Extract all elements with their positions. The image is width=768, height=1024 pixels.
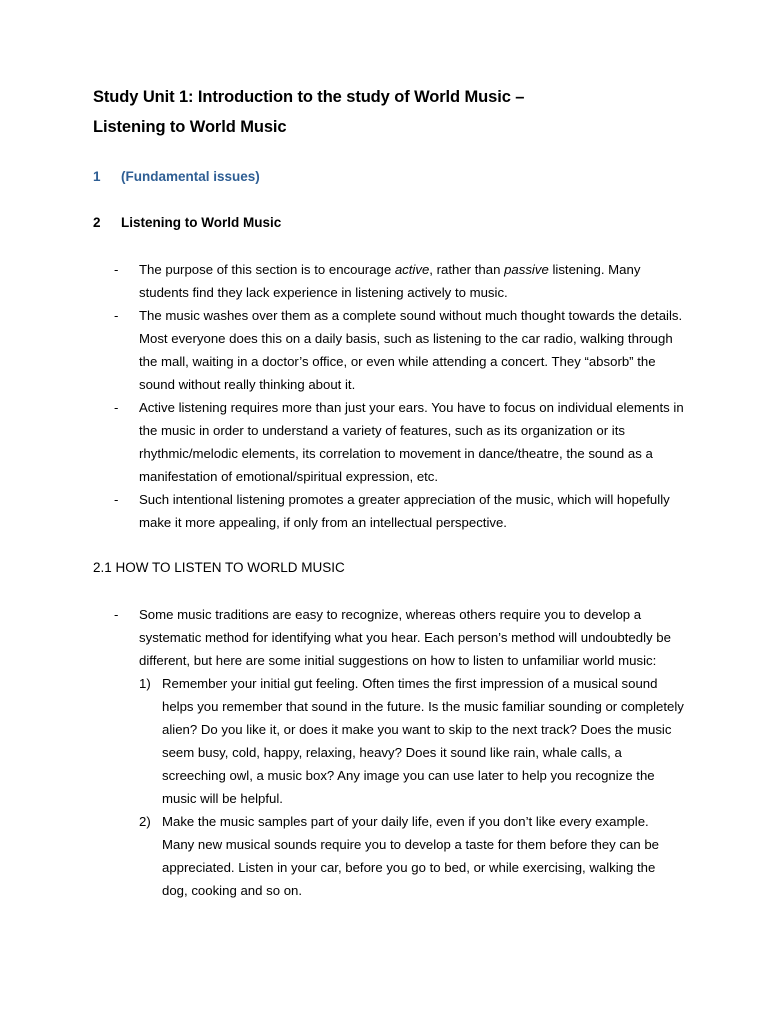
section-1-number: 1 <box>93 169 101 184</box>
list-item <box>114 304 684 396</box>
list-item <box>114 603 684 902</box>
bullet-text: Such intentional listening promotes a greater appreciation of the music, which will hopefully make it more appealing, if only from an intellectual perspective. <box>139 492 670 530</box>
subsection-2-1-heading: 2.1 HOW TO LISTEN TO WORLD MUSIC <box>93 560 345 575</box>
step-text: Remember your initial gut feeling. Often times the first impression of a musical sound helps you remember that sound in the future. Is the music familiar sounding or completely alien? Do you like it, or does it make you want to skip to the next track? Does the music seem busy, cold, happy, relaxing, heavy? Does it sound like rain, whale calls, a screeching owl, a music box? Any image you can use later to help you recognize the music will be helpful. <box>162 676 684 806</box>
emphasis-active: active <box>394 262 430 277</box>
section-2-bullet-list <box>114 258 684 534</box>
bullet-text: The music washes over them as a complete sound without much thought towards the details. Most everyone does this on a daily basis, such as listening to the car radio, walking through the mall, waiting in a doctor’s office, or even while attending a concert. They “absorb” the sound without really thinking about it. <box>139 308 683 392</box>
bullet-dash: - <box>114 262 119 277</box>
bullet-dash: - <box>114 492 119 507</box>
list-item <box>114 396 684 488</box>
step-number: 1) <box>139 676 151 691</box>
numbered-step <box>139 672 684 810</box>
bullet-text: Active listening requires more than just your ears. You have to focus on individual elements in the music in order to understand a variety of features, such as its organization or its rhythmic/melodic elements, its correlation to movement in dance/theatre, the sound as a manifestation of emotional/spiritual expression, etc. <box>139 400 684 484</box>
section-2-heading <box>93 215 281 230</box>
step-number: 2) <box>139 814 151 829</box>
section-1-label: (Fundamental issues) <box>121 169 260 184</box>
step-text: Make the music samples part of your daily life, even if you don’t like every example. Many new musical sounds require you to develop a taste for them before they can be appreciated. Listen in your car, before you go to bed, or while exercising, walking the dog, cooking and so on. <box>162 814 660 898</box>
section-2-number: 2 <box>93 215 101 230</box>
list-item <box>114 258 684 304</box>
section-1-heading <box>93 169 260 184</box>
bullet-dash: - <box>114 607 119 622</box>
bullet-dash: - <box>114 308 119 323</box>
bullet-text-part: The purpose of this section is to encourage <box>139 262 395 277</box>
subsection-2-1-bullet-list <box>114 603 684 902</box>
numbered-steps-list <box>139 672 684 902</box>
section-2-label: Listening to World Music <box>121 215 282 230</box>
bullet-text-part: listening. Many students find they lack experience in listening actively to music. <box>139 262 641 300</box>
document-title-line-1: Study Unit 1: Introduction to the study of World Music – <box>93 88 525 106</box>
bullet-dash: - <box>114 400 119 415</box>
document-title-line-2: Listening to World Music <box>93 118 287 136</box>
bullet-text: Some music traditions are easy to recognize, whereas others require you to develop a systematic method for identifying what you hear. Each person’s method will undoubtedly be different, but here are some initial suggestions on how to listen to unfamiliar world music: <box>139 607 671 668</box>
list-item <box>114 488 684 534</box>
bullet-text <box>139 262 640 300</box>
numbered-step <box>139 810 684 902</box>
bullet-text-part: , rather than <box>429 262 505 277</box>
emphasis-passive: passive <box>504 262 549 277</box>
